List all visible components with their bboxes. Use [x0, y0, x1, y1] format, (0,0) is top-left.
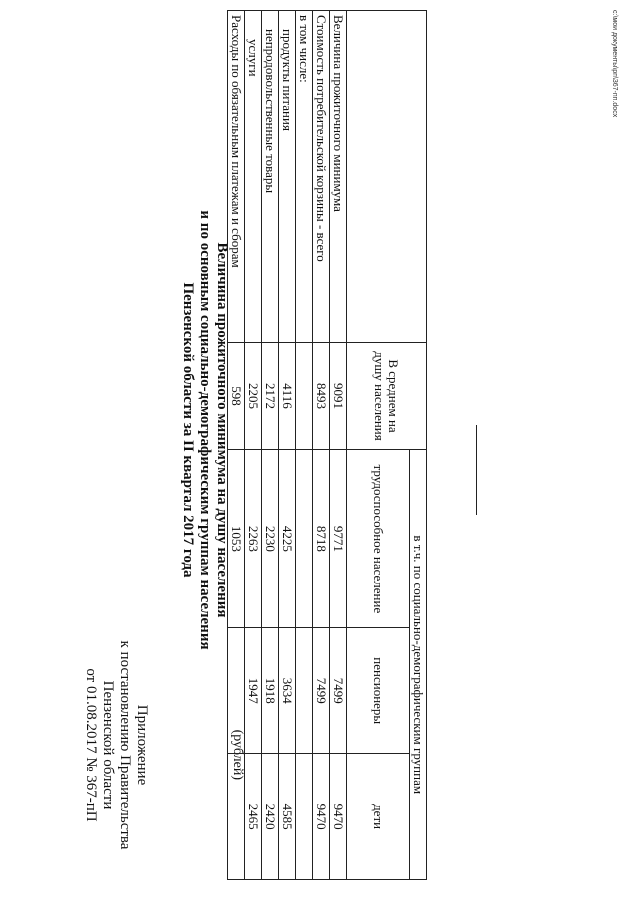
appendix-block [82, 600, 150, 890]
appendix-line-4: от 01.08.2017 № 367-пП [83, 668, 99, 822]
cell-pensioners: 7499 [330, 628, 347, 754]
header-average: В среднем на душу населения [347, 342, 427, 450]
header-pensioners: пенсионеры [347, 628, 410, 754]
cell-average: 4116 [279, 342, 296, 450]
cell-average: 8493 [313, 342, 330, 450]
subsistence-table [227, 10, 427, 880]
header-working-population: трудоспособное население [347, 450, 410, 628]
divider-line [476, 425, 477, 515]
table-row [296, 11, 313, 880]
cell-children [296, 754, 313, 880]
appendix-line-1: Приложение [134, 704, 150, 786]
cell-pensioners [296, 628, 313, 754]
table-row [330, 11, 347, 880]
cell-average: 2205 [245, 342, 262, 450]
cell-pensioners: 7499 [313, 628, 330, 754]
cell-children: 2420 [262, 754, 279, 880]
table-row [228, 11, 245, 880]
cell-working: 1053 [228, 450, 245, 628]
row-label: услуги [245, 11, 262, 343]
cell-children: 9470 [313, 754, 330, 880]
row-label: Расходы по обязательным платежам и сборам [228, 11, 245, 343]
header-children: дети [347, 754, 410, 880]
title-line-1: Величина прожиточного минимума на душу населения [214, 242, 230, 618]
title-line-2: и по основным социально-демографическим группам населения [197, 210, 213, 650]
table-row [262, 11, 279, 880]
row-label: Величина прожиточного минимума [330, 11, 347, 343]
header-groups: в т.ч. по социально-демографическим группам [410, 450, 427, 880]
cell-working: 2263 [245, 450, 262, 628]
row-label: Стоимость потребительской корзины - всего [313, 11, 330, 343]
cell-working: 2230 [262, 450, 279, 628]
cell-children: 4585 [279, 754, 296, 880]
table-row [245, 11, 262, 880]
cell-pensioners [228, 628, 245, 754]
table-row [279, 11, 296, 880]
cell-average: 9091 [330, 342, 347, 450]
cell-working: 8718 [313, 450, 330, 628]
cell-average [296, 342, 313, 450]
file-path-footer: c:\мои документы\рп\367-пп.docx [611, 10, 618, 118]
row-label: в том числе: [296, 11, 313, 343]
cell-children [228, 754, 245, 880]
cell-pensioners: 1947 [245, 628, 262, 754]
row-label: непродовольственные товары [262, 11, 279, 343]
appendix-line-3: Пензенской области [100, 680, 116, 810]
cell-pensioners: 1918 [262, 628, 279, 754]
title-line-3: Пензенской области за II квартал 2017 года [180, 282, 196, 578]
header-blank [347, 11, 427, 343]
document-title [179, 160, 230, 700]
cell-working: 9771 [330, 450, 347, 628]
table-header-row [410, 11, 427, 880]
table-row [313, 11, 330, 880]
appendix-line-2: к постановлению Правительства [117, 640, 133, 850]
cell-average: 598 [228, 342, 245, 450]
cell-working [296, 450, 313, 628]
cell-pensioners: 3634 [279, 628, 296, 754]
units-label: (рублей) [230, 729, 245, 780]
cell-children: 2465 [245, 754, 262, 880]
row-label: продукты питания [279, 11, 296, 343]
cell-average: 2172 [262, 342, 279, 450]
cell-children: 9470 [330, 754, 347, 880]
cell-working: 4225 [279, 450, 296, 628]
